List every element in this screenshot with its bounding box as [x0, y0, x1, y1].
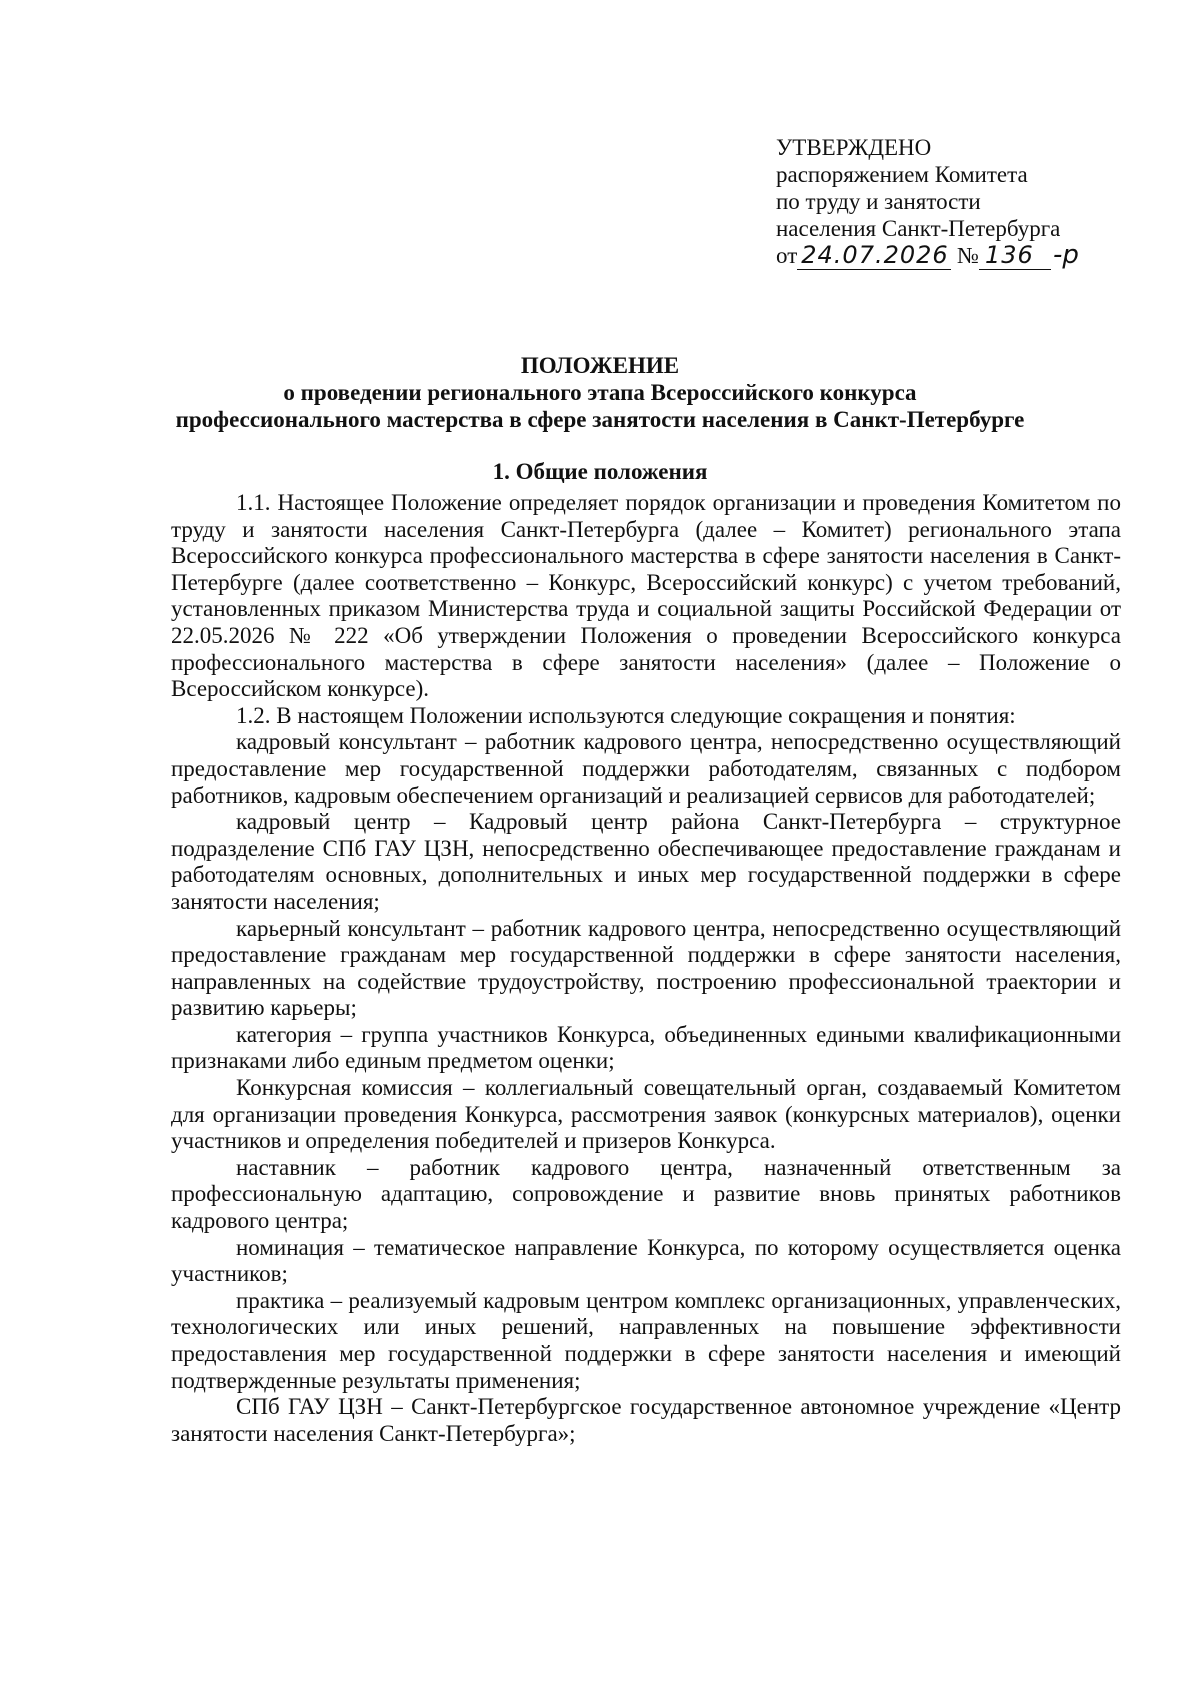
approval-line: по труду и занятости: [776, 189, 981, 214]
handwritten-date: 24.07.2026: [797, 242, 951, 270]
definition: практика – реализуемый кадровым центром комплекс организационных, управленческих, технологических или иных решений, направленных на повышение эффективности предоставления мер государственной поддержки в сфере занятости населения и имеющий подтвержденные результаты применения;: [171, 1287, 1121, 1393]
date-prefix: от: [776, 243, 798, 268]
paragraph: 1.2. В настоящем Положении используются следующие сокращения и понятия:: [236, 702, 1016, 728]
definition: кадровый консультант – работник кадрового центра, непосредственно осуществляющий предоставление мер государственной поддержки работодателям, связанных с подбором работников, кадровым обеспечением организаций и реализацией сервисов для работодателей;: [171, 729, 1121, 808]
definition: СПб ГАУ ЦЗН – Санкт-Петербургское государственное автономное учреждение «Центр занятости населения Санкт-Петербурга»;: [171, 1394, 1121, 1446]
approval-heading: УТВЕРЖДЕНО: [776, 135, 932, 160]
number-prefix: №: [957, 243, 979, 268]
approval-stamp: [776, 134, 1079, 270]
definition: Конкурсная комиссия – коллегиальный совещательный орган, создаваемый Комитетом для организации проведения Конкурса, рассмотрения заявок (конкурсных материалов), оценки участников и определения победителей и призеров Конкурса.: [171, 1075, 1121, 1154]
title-main: ПОЛОЖЕНИЕ: [520, 353, 680, 378]
section-heading: 1. Общие положения: [492, 459, 708, 484]
document-title: [0, 352, 1200, 433]
approval-line: распоряжением Комитета: [776, 162, 1028, 187]
paragraph: 1.1. Настоящее Положение определяет порядок организации и проведения Комитетом по труду и занятости населения Санкт-Петербурга (далее – Комитет) регионального этапа Всероссийского конкурса профессионального мастерства в сфере занятости населения в Санкт-Петербурге (далее соответственно – Конкурс, Всероссийский конкурс) с учетом требований, установленных приказом Министерства труда и социальной защиты Российской Федерации от 22.05.2026 № 222 «Об утверждении Положения о проведении Всероссийского конкурса профессионального мастерства в сфере занятости населения» (далее – Положение о Всероссийском конкурсе).: [171, 490, 1121, 702]
definition: карьерный консультант – работник кадрового центра, непосредственно осуществляющий предоставление гражданам мер государственной поддержки в сфере занятости населения, направленных на содействие трудоустройству, построению профессиональной траектории и развитию карьеры;: [171, 915, 1121, 1021]
definition: категория – группа участников Конкурса, объединенных едиными квалификационными признаками либо единым предметом оценки;: [171, 1021, 1121, 1074]
handwritten-number: 136: [979, 242, 1051, 270]
approval-line: населения Санкт-Петербурга: [776, 216, 1061, 241]
document-body: [171, 490, 1121, 1447]
title-line: профессионального мастерства в сфере занятости населения в Санкт-Петербурге: [175, 407, 1025, 432]
definition: кадровый центр – Кадровый центр района Санкт-Петербурга – структурное подразделение СПб ГАУ ЦЗН, непосредственно обеспечивающее предоставление гражданам и работодателям основных, дополнительных и иных мер государственной поддержки в сфере занятости населения;: [171, 809, 1121, 914]
definition: наставник – работник кадрового центра, назначенный ответственным за профессиональную адаптацию, сопровождение и развитие вновь принятых работников кадрового центра;: [171, 1154, 1121, 1234]
handwritten-number-suffix: -р: [1052, 240, 1079, 270]
approval-date-line: [776, 242, 1079, 270]
definition: номинация – тематическое направление Конкурса, по которому осуществляется оценка участников;: [171, 1234, 1121, 1287]
title-line: о проведении регионального этапа Всероссийского конкурса: [283, 380, 917, 405]
